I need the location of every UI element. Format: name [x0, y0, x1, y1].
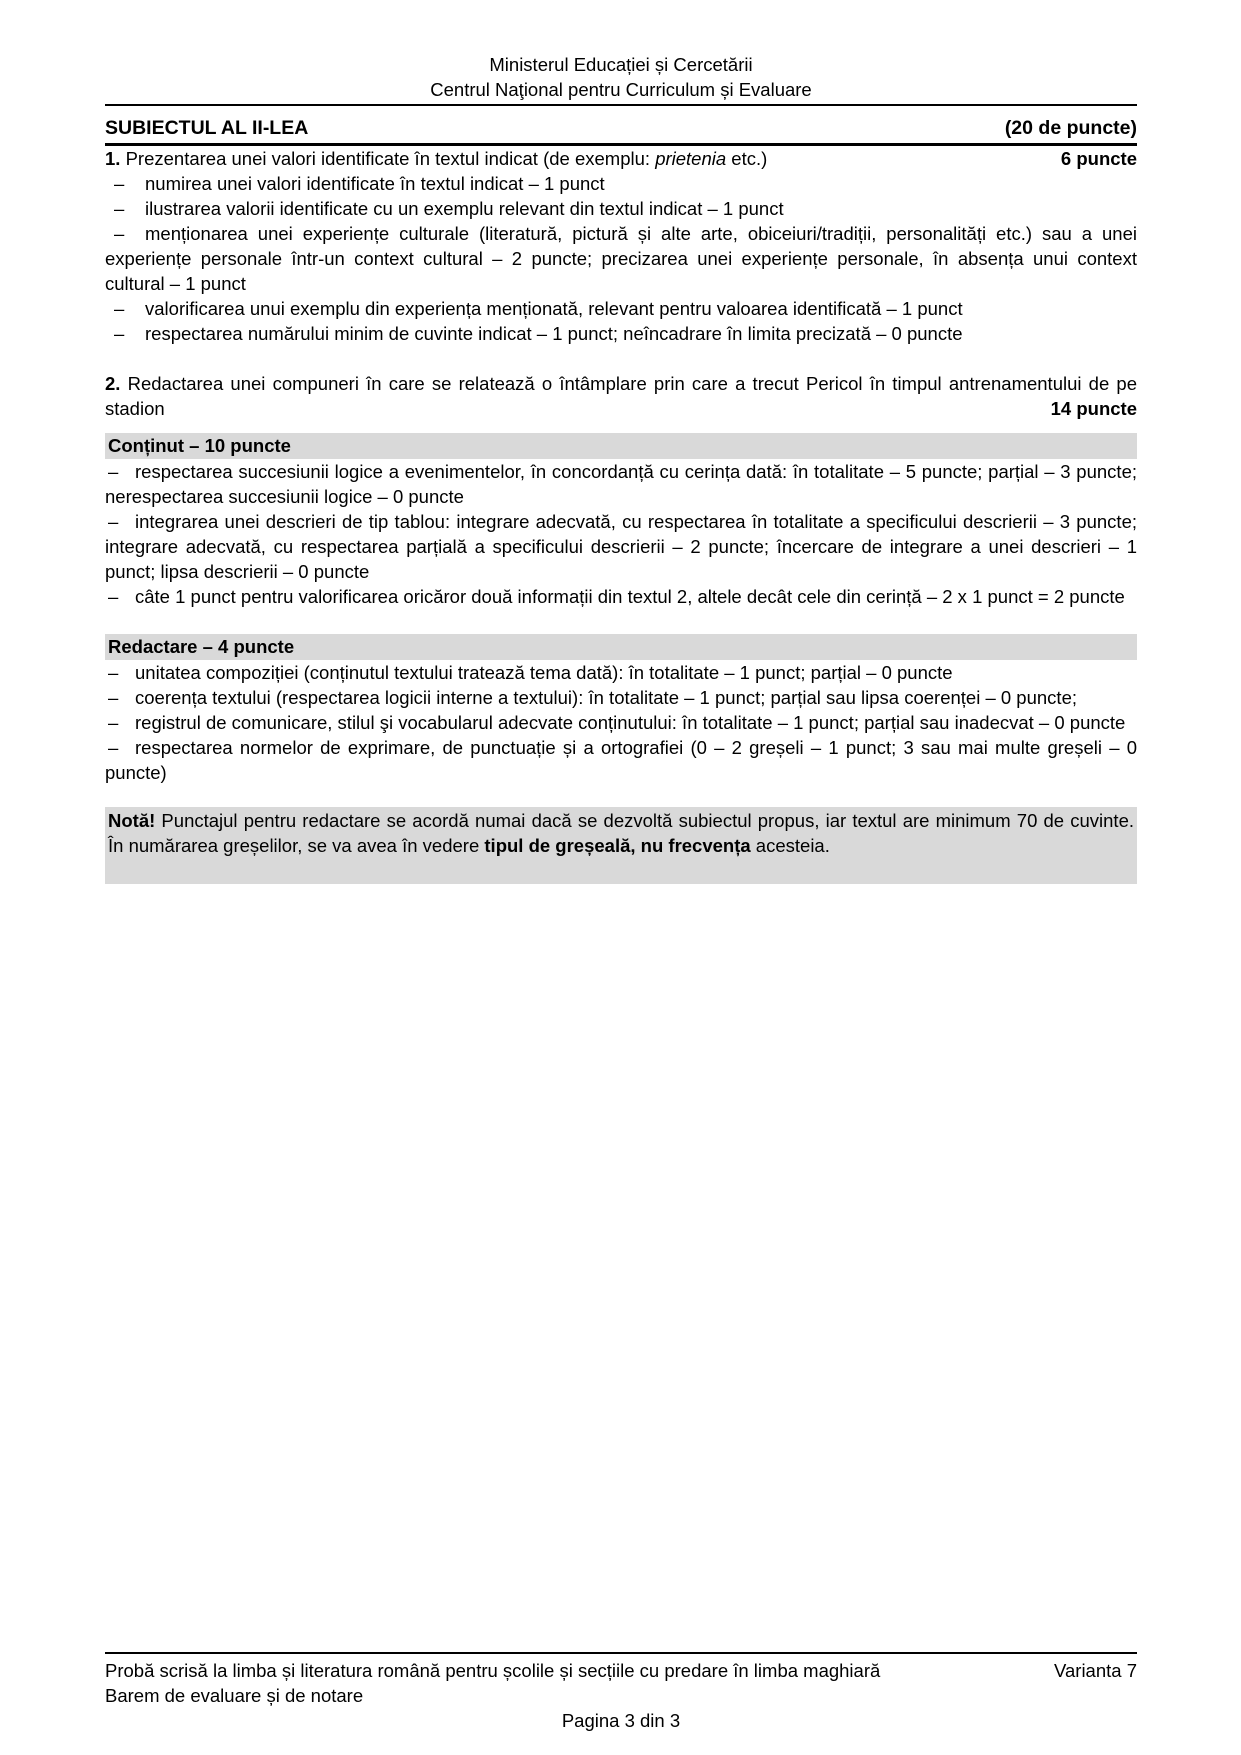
- ministry-name: Ministerul Educației și Cercetării: [489, 54, 753, 75]
- rubric-bullet: [105, 171, 1137, 196]
- bullet-dash: –: [114, 198, 125, 219]
- rubric-bullet: [105, 685, 1137, 710]
- bullet-text: respectarea normelor de exprimare, de punctuație și a ortografiei (0 – 2 greșeli – 1 punct; 3 sau mai multe greșeli – 0 puncte): [105, 737, 1137, 783]
- item1-criteria-list: [105, 171, 1137, 346]
- bullet-text: respectarea succesiunii logice a evenimentelor, în concordanță cu cerința dată: în totalitate – 5 puncte; parțial – 3 puncte; nerespectarea succesiunii logice – 0 puncte: [105, 461, 1137, 507]
- rubric-bullet: [105, 321, 1137, 346]
- bullet-text: respectarea numărului minim de cuvinte indicat – 1 punct; neîncadrare în limita precizată – 0 puncte: [145, 323, 963, 344]
- bullet-dash: –: [108, 461, 119, 482]
- rubric-bullet: [105, 509, 1137, 584]
- rubric-bullet: [105, 196, 1137, 221]
- bullet-text: ilustrarea valorii identificate cu un exemplu relevant din textul indicat – 1 punct: [145, 198, 784, 219]
- bullet-dash: –: [114, 323, 125, 344]
- bullet-text: coerența textului (respectarea logicii interne a textului): în totalitate – 1 punct; parțial sau lipsa coerenței – 0 puncte;: [135, 687, 1077, 708]
- footer-page-number: Pagina 3 din 3: [561, 1710, 681, 1731]
- spacer: [105, 609, 1137, 634]
- redactare-section-heading: Redactare – 4 puncte: [105, 634, 1137, 660]
- bullet-text: integrarea unei descrieri de tip tablou: integrare adecvată, cu respectarea în totalitate a specificului descrierii – 3 puncte; integrare adecvată, cu respectarea parțială a specificului descrierii – 2 puncte; încercare de integrare a unei descrieri – 1 punct; lipsa descrierii – 0 puncte: [105, 511, 1137, 582]
- note-block: [105, 807, 1137, 884]
- bullet-dash: –: [114, 298, 125, 319]
- item1-lead: [105, 146, 1137, 171]
- page-footer: [105, 1652, 1137, 1733]
- bullet-text: valorificarea unui exemplu din experiența menționată, relevant pentru valoarea identificată – 1 punct: [145, 298, 963, 319]
- rubric-bullet: [105, 459, 1137, 509]
- bullet-text: registrul de comunicare, stilul şi vocabularul adecvate conținutului: în totalitate – 1 punct; parțial sau inadecvat – 0 puncte: [135, 712, 1126, 733]
- bullet-text: câte 1 punct pentru valorificarea oricăror două informații din textul 2, altele decât cele din cerință – 2 x 1 punct = 2 puncte: [135, 586, 1125, 607]
- bullet-dash: –: [108, 737, 119, 758]
- bullet-text: numirea unei valori identificate în textul indicat – 1 punct: [145, 173, 605, 194]
- rubric-bullet: [105, 221, 1137, 296]
- bullet-dash: –: [108, 586, 119, 607]
- bullet-dash: –: [114, 173, 125, 194]
- rubric-bullet: [105, 710, 1137, 735]
- document-header: [105, 52, 1137, 102]
- subject-title-row: [105, 115, 1137, 146]
- content-section-heading: Conținut – 10 puncte: [105, 433, 1137, 459]
- bullet-dash: –: [108, 511, 119, 532]
- item2-points: 14 puncte: [1050, 398, 1137, 419]
- footer-variant: Varianta 7: [1054, 1660, 1137, 1681]
- spacer: [105, 346, 1137, 371]
- content-criteria-list: [105, 459, 1137, 609]
- center-name: Centrul Naţional pentru Curriculum și Evaluare: [430, 79, 812, 100]
- rubric-bullet: [105, 735, 1137, 785]
- subject-total-points: (20 de puncte): [1004, 117, 1137, 139]
- subject-title: SUBIECTUL AL II-LEA: [105, 117, 309, 139]
- redactare-criteria-list: [105, 660, 1137, 785]
- footer-doc-type: Barem de evaluare și de notare: [105, 1685, 364, 1706]
- bullet-dash: –: [108, 662, 119, 683]
- bullet-dash: –: [114, 223, 125, 244]
- bullet-text: unitatea compoziției (conținutul textului tratează tema dată): în totalitate – 1 punct; parțial – 0 puncte: [135, 662, 953, 683]
- note-text: Notă! Punctajul pentru redactare se acordă numai dacă se dezvoltă subiectul propus, iar textul are minimum 70 de cuvinte. În numărarea greșelilor, se va avea în vedere tipul de greșeală, nu frecvența acesteia.: [108, 810, 1134, 856]
- rubric-bullet: [105, 584, 1137, 609]
- item2-lead: [105, 371, 1137, 421]
- item1-points: 6 puncte: [1060, 148, 1137, 169]
- bullet-dash: –: [108, 687, 119, 708]
- item2-lead-text: 2. Redactarea unei compuneri în care se relatează o întâmplare prin care a trecut Pericol în timpul antrenamentului de pe stadion: [105, 373, 1137, 419]
- bullet-dash: –: [108, 712, 119, 733]
- rubric-bullet: [105, 660, 1137, 685]
- footer-line1: [105, 1658, 1137, 1683]
- item1-lead-text: 1. Prezentarea unei valori identificate în textul indicat (de exemplu: prietenia etc.): [105, 148, 768, 169]
- footer-exam-title: Probă scrisă la limba și literatura română pentru școlile și secțiile cu predare în limba maghiară: [105, 1660, 881, 1681]
- bullet-text: menționarea unei experiențe culturale (literatură, pictură și alte arte, obiceiuri/tradiții, personalități etc.) sau a unei experiențe personale într-un context cultural – 2 puncte; precizarea unei experiențe personale, în absența unui context cultural – 1 punct: [105, 223, 1137, 294]
- rubric-bullet: [105, 296, 1137, 321]
- header-divider: [105, 104, 1137, 106]
